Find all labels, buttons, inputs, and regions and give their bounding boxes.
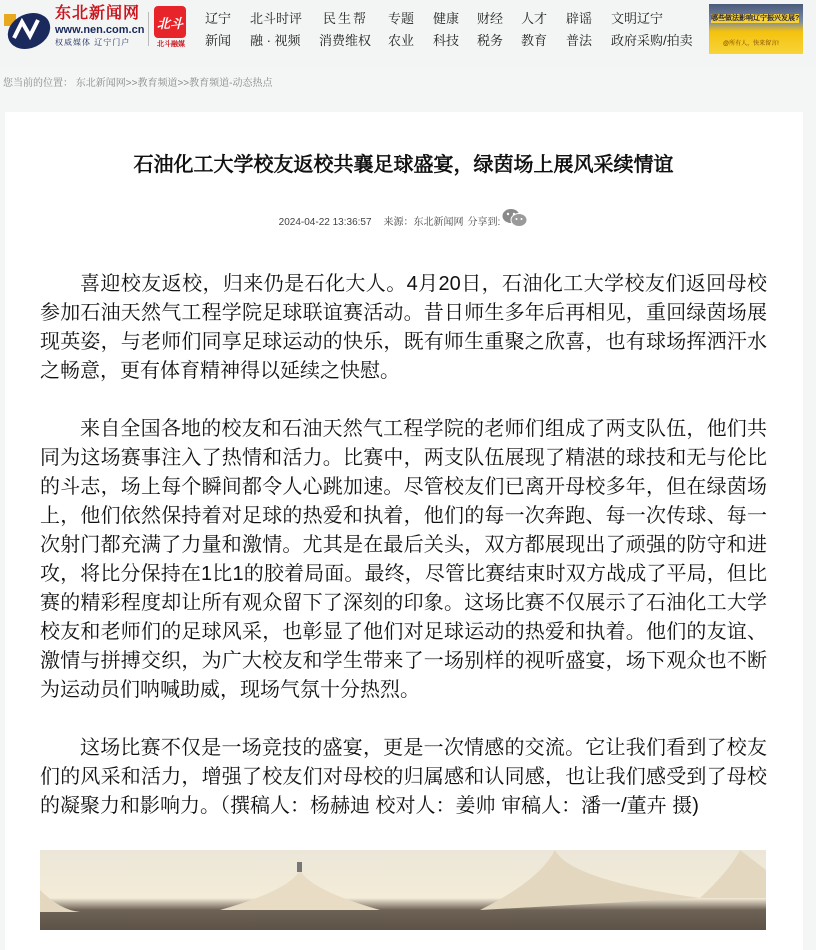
nav-item[interactable]: 消费维权 [319,33,372,48]
nav-item[interactable]: 文明辽宁 [611,11,664,26]
site-logo[interactable] [4,4,146,54]
nav-item[interactable]: 农业 [388,33,415,48]
nav-item[interactable]: 辟谣 [566,11,593,26]
nav-item[interactable]: 人才 [521,11,548,26]
article-paragraph: 来自全国各地的校友和石油天然气工程学院的老师们组成了两支队伍，他们共同为这场赛事注入了热情和活力。比赛中，两支队伍展现了精湛的球技和无与伦比的斗志，场上每个瞬间都令人心跳加速。尽管校友们已离开母校多年，但在绿茵场上，他们依然保持着对足球的热爱和执着，他们的每一次奔跑、每一次传球、每一次射门都充满了力量和激情。尤其是在最后关头，双方都展现出了顽强的防守和进攻，将比分保持在1比1的胶着局面。最终，尽管比赛结束时双方战成了平局，但比赛的精彩程度却让所有观众留下了深刻的印象。这场比赛不仅展示了石油化工大学校友和老师们的足球风采，也彰显了他们对足球运动的热爱和执着。他们的友谊、激情与拼搏交织，为广大校友和学生带来了一场别样的视听盛宴，场下观众也不断为运动员们呐喊助威，现场气氛十分热烈。 [40,418,767,701]
beidou-logo[interactable] [154,6,188,52]
nav-item[interactable]: 融 · 视频 [250,33,301,48]
article-title: 石油化工大学校友返校共襄足球盛宴，绿茵场上展风采续情谊 [133,154,674,176]
nav-item[interactable]: 专题 [388,11,415,26]
article-paragraph: 这场比赛不仅是一场竞技的盛宴，更是一次情感的交流。它让我们看到了校友们的风采和活力，增强了校友们对母校的归属感和认同感，也让我们感受到了母校的凝聚力和影响力。（撰稿人：杨赫迪 校对人：姜帅 审稿人：潘一/董卉 摄) [40,737,767,817]
nav-item[interactable]: 科技 [433,33,460,48]
article-body [40,270,767,821]
nen-logo-icon [4,8,52,50]
nav-item[interactable]: 税务 [477,33,504,48]
ad-banner[interactable] [709,4,803,54]
nav-item[interactable]: 北斗时评 [250,11,303,26]
logo-name: 东北新闻网 [55,5,141,22]
ad-headline: 哪些做法影响辽宁振兴发展? [711,15,800,22]
logo-url: www.nen.com.cn [55,24,145,36]
breadcrumb[interactable]: 您当前的位置： 东北新闻网>>教育频道>>教育频道-动态热点 [3,78,273,89]
nav-item[interactable]: 教育 [521,33,548,48]
nav-item[interactable]: 政府采购/拍卖 [611,33,693,48]
nav-item[interactable]: 普法 [566,33,593,48]
beidou-mark: 北斗 [154,6,186,38]
nav-item[interactable]: 财经 [477,11,504,26]
nav-item[interactable]: 新闻 [205,33,232,48]
tent-roof-image [40,850,766,930]
ad-subline: @所有人，快来留言! [723,41,779,47]
nav-item[interactable]: 健康 [433,11,460,26]
logo-divider [148,12,149,46]
nav-item[interactable]: 辽宁 [205,11,232,26]
article-meta [40,216,767,230]
article-photo [40,850,766,930]
nav-item[interactable]: 民生帮 [323,11,369,26]
article-panel [5,112,803,950]
logo-text [55,4,144,48]
share-label: 分享到: [467,217,501,228]
article-datetime: 2024-04-22 13:36:57 [278,217,372,228]
article-source: 来源：东北新闻网 [383,217,464,228]
wechat-icon[interactable] [502,208,528,228]
article-paragraph: 喜迎校友返校，归来仍是石化大人。4月20日，石油化工大学校友们返回母校参加石油天然气工程学院足球联谊赛活动。昔日师生多年后再相见，重回绿茵场展现英姿，与老师们同享足球运动的快乐，既有师生重聚之欣喜，也有球场挥洒汗水之畅意，更有体育精神得以延续之快慰。 [40,273,767,382]
beidou-caption: 北斗融媒 [157,41,185,48]
site-header [0,0,816,68]
logo-slogan: 权威媒体 辽宁门户 [55,38,131,47]
